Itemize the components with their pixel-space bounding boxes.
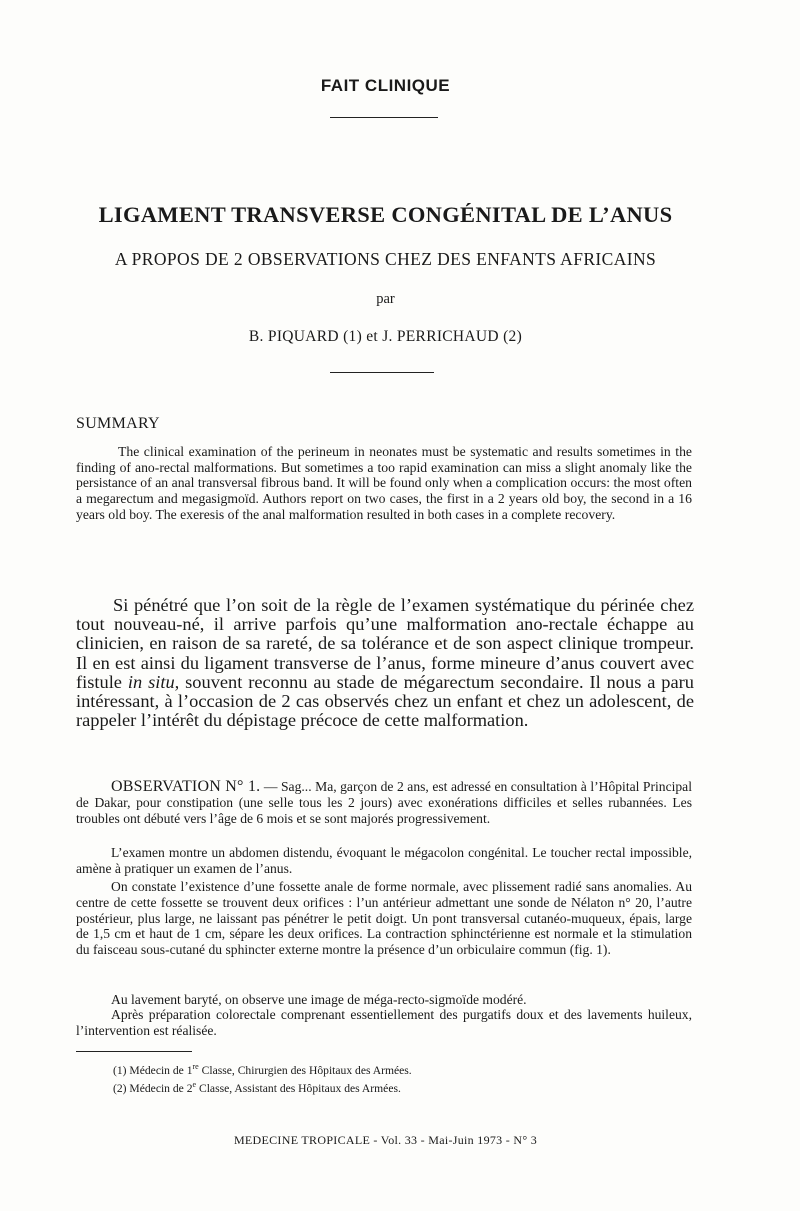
observation-paragraph-1 xyxy=(76,779,692,826)
article-title: LIGAMENT TRANSVERSE CONGÉNITAL DE L’ANUS xyxy=(98,202,673,227)
byline-par: par xyxy=(376,291,395,307)
footnotes xyxy=(113,1060,412,1096)
authors-rule xyxy=(330,372,434,373)
summary-text: The clinical examination of the perineum in neonates must be systematic and results sometimes in the finding of ano-rectal malformations. But sometimes a too rapid examination can miss a slight anomaly like the persistance of an anal transversal fibrous band. It will be found only when a complication occurs: the most often a megarectum and megasigmoïd. Authors report on two cases, the first in a 2 years old boy, the second in a 16 years old boy. The exeresis of the anal malformation resulted in both cases in a complete recovery. xyxy=(76,444,692,522)
observation-lead: OBSERVATION N° 1. xyxy=(111,778,261,795)
intro-paragraph xyxy=(76,596,694,730)
intro-text-b: souvent reconnu au stade de mégarectum secondaire. Il nous a paru intéressant, à l’occasion de 2 cas observés chez un enfant et chez un adolescent, de rappeler l’intérêt du dépistage précoce de cette malformation. xyxy=(76,671,694,731)
intro-italic: in situ, xyxy=(127,671,180,692)
observation-paragraph-4: Au lavement baryté, on observe une image de méga-recto-sigmoïde modéré. xyxy=(111,992,527,1007)
section-label: FAIT CLINIQUE xyxy=(320,76,451,95)
section-rule xyxy=(330,117,438,118)
footnote-rule xyxy=(76,1051,192,1052)
observation-paragraph-3: On constate l’existence d’une fossette anale de forme normale, avec plissement radié sans anomalies. Au centre de cette fossette se trouvent deux orifices : l’un antérieur admettant une sonde de Nélaton n° 20, l’autre postérieur, plus large, ne laissant pas pénétrer le petit doigt. Un pont transversal cutanéo-muqueux, épais, large de 1,5 cm et haut de 1 cm, sépare les deux orifices. La contraction sphinctérienne est normale et la stimulation du faisceau sous-cutané du sphincter externe montre la présence d’un orbiculaire commun (fig. 1). xyxy=(76,879,692,958)
summary-heading: SUMMARY xyxy=(76,415,160,432)
footnote-2: (2) Médecin de 2e Classe, Assistant des Hôpitaux des Armées. xyxy=(113,1079,401,1095)
observation-p1-text: — Sag... Ma, garçon de 2 ans, est adressé en consultation à l’Hôpital Principal de Dakar, pour constipation (une selle tous les 2 jours) avec exonérations difficiles et selles rubannées. Les troubles ont débuté vers l’âge de 6 mois et se sont majorés progressivement. xyxy=(76,779,692,826)
article-subtitle: A PROPOS DE 2 OBSERVATIONS CHEZ DES ENFANTS AFRICAINS xyxy=(114,249,657,269)
observation-paragraph-5: Après préparation colorectale comprenant essentiellement des purgatifs doux et des lavements huileux, l’intervention est réalisée. xyxy=(76,1007,692,1038)
journal-footer: MEDECINE TROPICALE - Vol. 33 - Mai-Juin 1973 - N° 3 xyxy=(233,1133,538,1147)
intro-text-a: Si pénétré que l’on soit de la règle de l’examen systématique du périnée chez tout nouveau-né, il arrive parfois qu’une malformation ano-rectale échappe au clinicien, en raison de sa rareté, de sa tolérance et de son aspect clinique trompeur. Il en est ainsi du ligament transverse de l’anus, forme mineure d’anus couvert avec fistule xyxy=(76,595,694,692)
footnote-1: (1) Médecin de 1re Classe, Chirurgien des Hôpitaux des Armées. xyxy=(113,1062,412,1077)
authors: B. PIQUARD (1) et J. PERRICHAUD (2) xyxy=(248,328,523,345)
observation-paragraph-2: L’examen montre un abdomen distendu, évoquant le mégacolon congénital. Le toucher rectal impossible, amène à pratiquer un examen de l’anus. xyxy=(76,845,692,876)
